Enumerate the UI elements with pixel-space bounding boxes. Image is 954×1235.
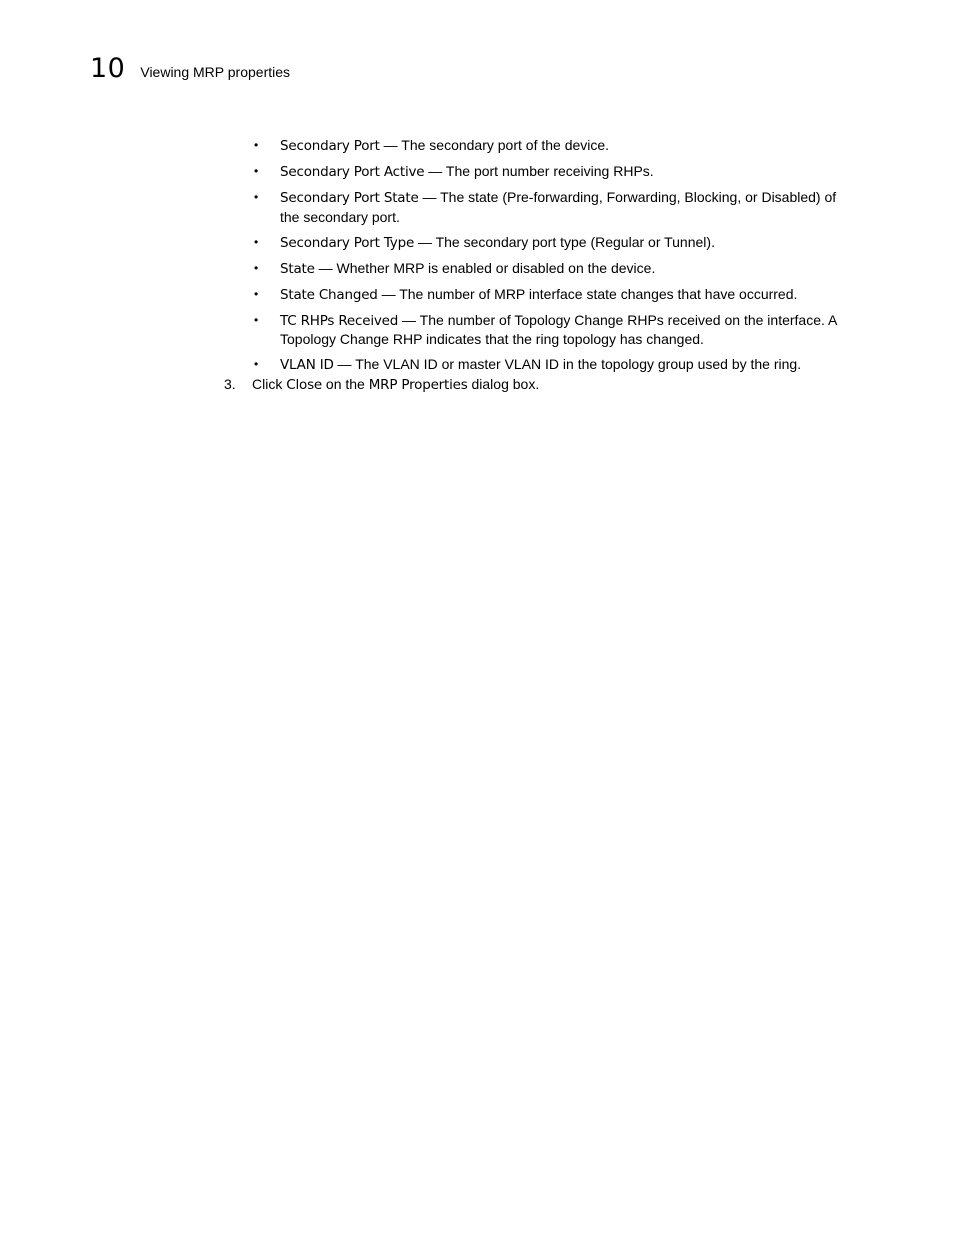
bullet-icon: • [254,312,259,327]
step-text-before: Click [252,376,287,392]
property-list [254,136,854,381]
dialog-name-term: MRP Properties [368,377,468,393]
bullet-icon: • [254,357,259,371]
bullet-icon: • [254,138,259,152]
section-title: Viewing MRP properties [140,64,291,80]
list-item-term: State [280,260,315,277]
chapter-number: 10 [90,53,126,84]
list-item [254,355,854,375]
list-item [254,259,854,279]
step-text [252,375,539,395]
list-item [254,136,854,156]
list-item-term: Secondary Port Active [280,164,425,180]
list-item-description: — The number of Topology Change RHPs received on the interface. A Topology Change RHP indicates that the ring topology has changed. [280,311,837,347]
list-item [254,233,854,253]
list-item-description: — The port number receiving RHPs. [424,163,654,179]
bullet-icon: • [254,234,259,249]
list-item-term: Secondary Port Type [280,234,415,251]
close-button-term: Close [286,377,323,393]
list-item-term: TC RHPs Received [280,312,399,329]
list-item [254,311,854,349]
bullet-icon: • [254,164,259,178]
list-item-description: — The VLAN ID or master VLAN ID in the topology group used by the ring. [333,356,802,372]
procedure-step [224,375,539,395]
bullet-icon: • [254,190,259,204]
list-item-description: — The secondary port type (Regular or Tunnel). [414,233,715,250]
page-header [90,54,290,84]
step-text-middle: on the [322,376,369,392]
step-text-after: dialog box. [467,376,540,392]
list-item [254,285,854,305]
list-item-term: Secondary Port [280,138,380,154]
list-item-term: State Changed [280,286,378,303]
list-item-term: VLAN ID [280,357,334,373]
list-item-description: — The secondary port of the device. [379,137,610,153]
list-item-term: Secondary Port State [280,190,419,206]
list-item-description: — The state (Pre-forwarding, Forwarding, Blocking, or Disabled) of the secondary port. [280,189,837,225]
bullet-icon: • [254,286,259,301]
list-item-description: — The number of MRP interface state changes that have occurred. [377,285,798,302]
step-number: 3. [224,376,236,392]
list-item-description: — Whether MRP is enabled or disabled on the device. [314,259,656,276]
list-item [254,188,854,226]
list-item [254,162,854,182]
bullet-icon: • [254,260,259,275]
